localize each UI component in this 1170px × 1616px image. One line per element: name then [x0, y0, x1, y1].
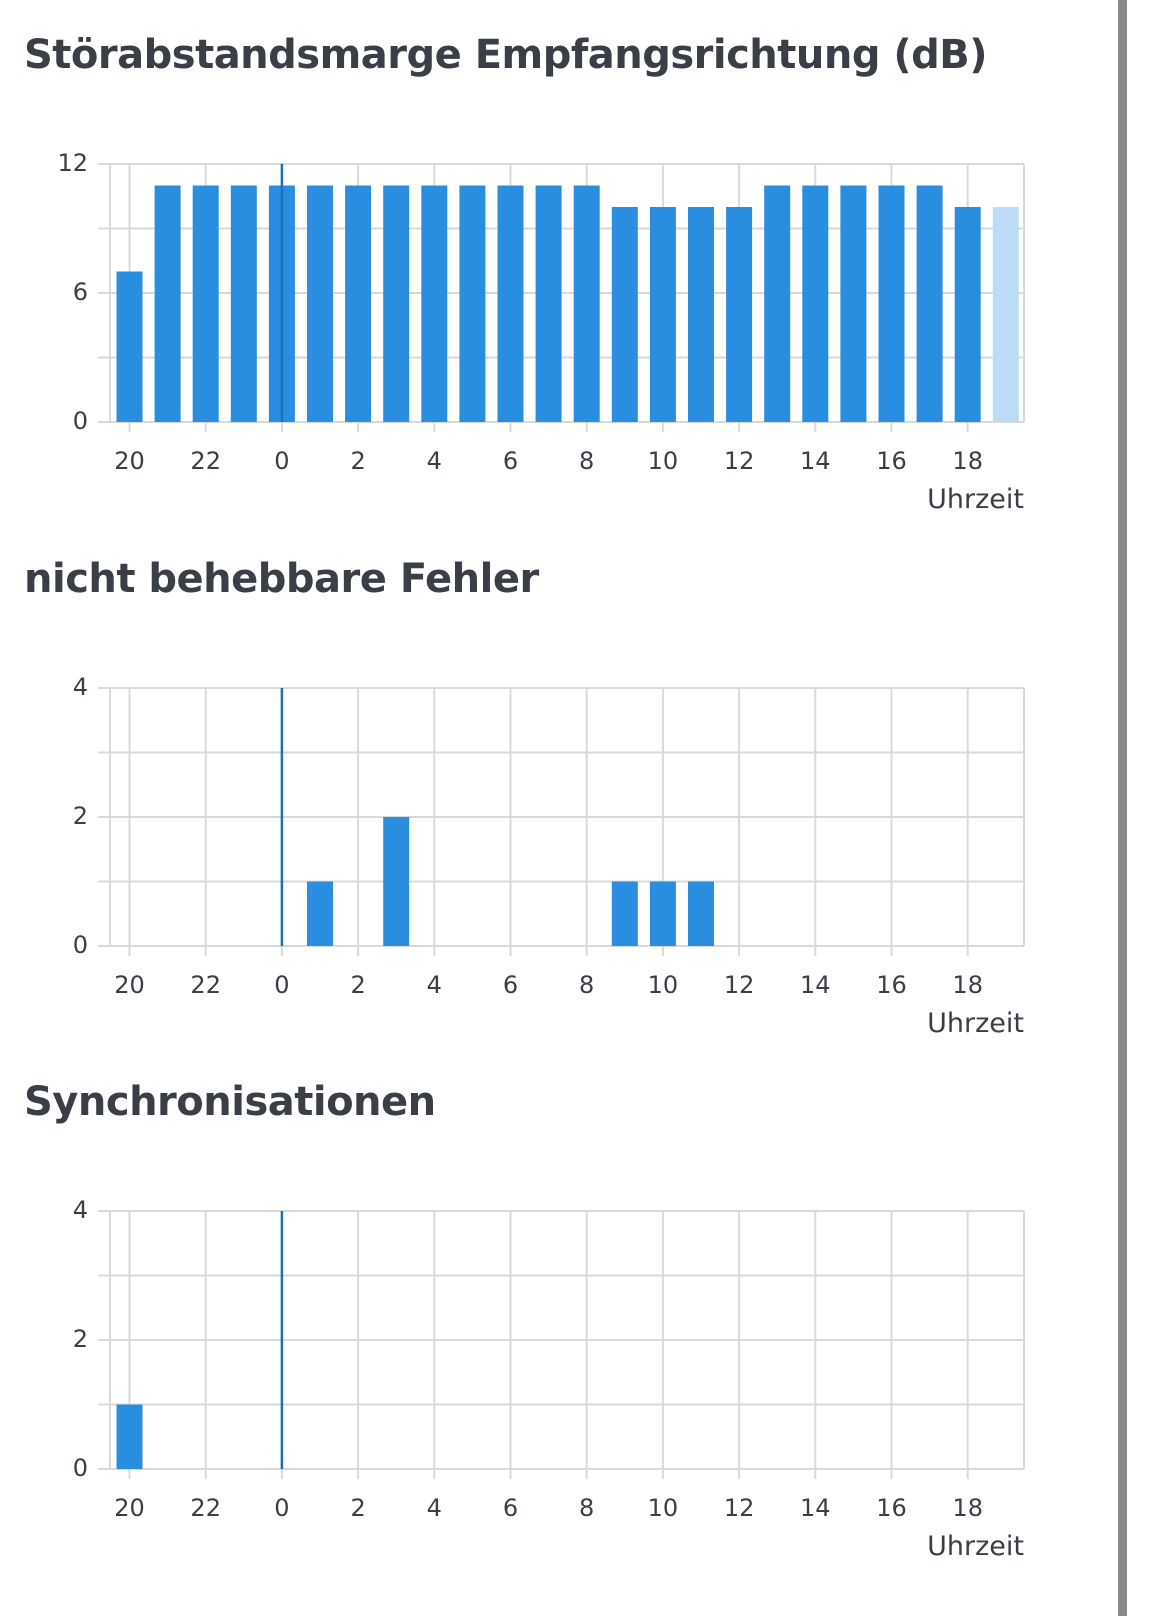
bar	[536, 186, 562, 423]
chart-title: Synchronisationen	[24, 1079, 436, 1125]
x-tick-label: 10	[647, 1494, 679, 1522]
chart-title: Störabstandsmarge Empfangsrichtung (dB)	[24, 32, 988, 78]
x-tick-label: 16	[876, 1494, 907, 1522]
y-tick-label: 0	[72, 1454, 88, 1482]
y-tick-label: 2	[72, 1325, 88, 1353]
x-tick-label: 6	[502, 1494, 519, 1522]
x-tick-label: 10	[647, 971, 679, 999]
bar	[688, 207, 714, 422]
x-tick-label: 18	[952, 1494, 983, 1522]
page-edge	[1127, 0, 1170, 1616]
x-tick-label: 12	[723, 1494, 755, 1522]
x-tick-label: 8	[579, 971, 595, 999]
x-tick-label: 20	[114, 1494, 145, 1522]
x-tick-label: 0	[274, 1494, 290, 1522]
x-tick-label: 20	[114, 447, 145, 475]
bar	[802, 186, 828, 423]
x-tick-label: 14	[800, 971, 831, 999]
x-tick-label: 2	[350, 1494, 366, 1522]
x-tick-label: 6	[502, 971, 519, 999]
x-tick-label: 12	[723, 971, 755, 999]
x-tick-label: 16	[876, 447, 907, 475]
bar	[612, 207, 638, 422]
bar	[726, 207, 752, 422]
bar	[574, 186, 600, 423]
x-tick-label: 6	[502, 447, 519, 475]
bar	[612, 882, 638, 947]
bar	[193, 186, 219, 423]
bar	[993, 207, 1019, 422]
x-tick-label: 0	[274, 971, 290, 999]
x-tick-label: 14	[800, 447, 831, 475]
x-tick-label: 20	[114, 971, 145, 999]
x-tick-label: 22	[190, 971, 221, 999]
bar	[307, 186, 333, 423]
x-tick-label: 18	[952, 447, 983, 475]
y-tick-label: 2	[72, 802, 88, 830]
x-tick-label: 4	[426, 447, 442, 475]
bar	[650, 882, 676, 947]
bar	[955, 207, 981, 422]
x-axis-label: Uhrzeit	[927, 1531, 1024, 1559]
bar	[117, 272, 143, 423]
x-tick-label: 22	[190, 1494, 221, 1522]
bar	[917, 186, 943, 423]
bar	[383, 186, 409, 423]
bar	[764, 186, 790, 423]
x-tick-label: 12	[723, 447, 755, 475]
sync-bar-chart	[0, 1159, 1110, 1559]
scrollbar[interactable]	[1118, 0, 1127, 1616]
x-tick-label: 16	[876, 971, 907, 999]
x-tick-label: 0	[274, 447, 290, 475]
bar	[498, 186, 524, 423]
x-tick-label: 2	[350, 971, 366, 999]
bar	[421, 186, 447, 423]
bar	[688, 882, 714, 947]
bar	[231, 186, 257, 423]
x-tick-label: 4	[426, 1494, 442, 1522]
y-tick-label: 12	[57, 149, 88, 177]
x-tick-label: 18	[952, 971, 983, 999]
x-tick-label: 2	[350, 447, 366, 475]
x-tick-label: 4	[426, 971, 442, 999]
bar	[459, 186, 485, 423]
x-tick-label: 14	[800, 1494, 831, 1522]
x-tick-label: 8	[579, 1494, 595, 1522]
y-tick-label: 4	[72, 673, 88, 701]
x-tick-label: 10	[647, 447, 679, 475]
snr-bar-chart	[0, 112, 1110, 512]
chart-title: nicht behebbare Fehler	[24, 556, 539, 602]
x-tick-label: 8	[579, 447, 595, 475]
bar	[345, 186, 371, 423]
bar	[383, 817, 409, 946]
y-tick-label: 0	[72, 407, 88, 435]
x-axis-label: Uhrzeit	[927, 484, 1024, 512]
y-tick-label: 4	[72, 1196, 88, 1224]
x-axis-label: Uhrzeit	[927, 1008, 1024, 1036]
bar	[879, 186, 905, 423]
y-tick-label: 6	[72, 278, 88, 306]
bar	[117, 1405, 143, 1470]
bar	[307, 882, 333, 947]
bar	[840, 186, 866, 423]
y-tick-label: 0	[72, 931, 88, 959]
x-tick-label: 22	[190, 447, 221, 475]
bar	[650, 207, 676, 422]
bar	[155, 186, 181, 423]
errors-bar-chart	[0, 636, 1110, 1036]
